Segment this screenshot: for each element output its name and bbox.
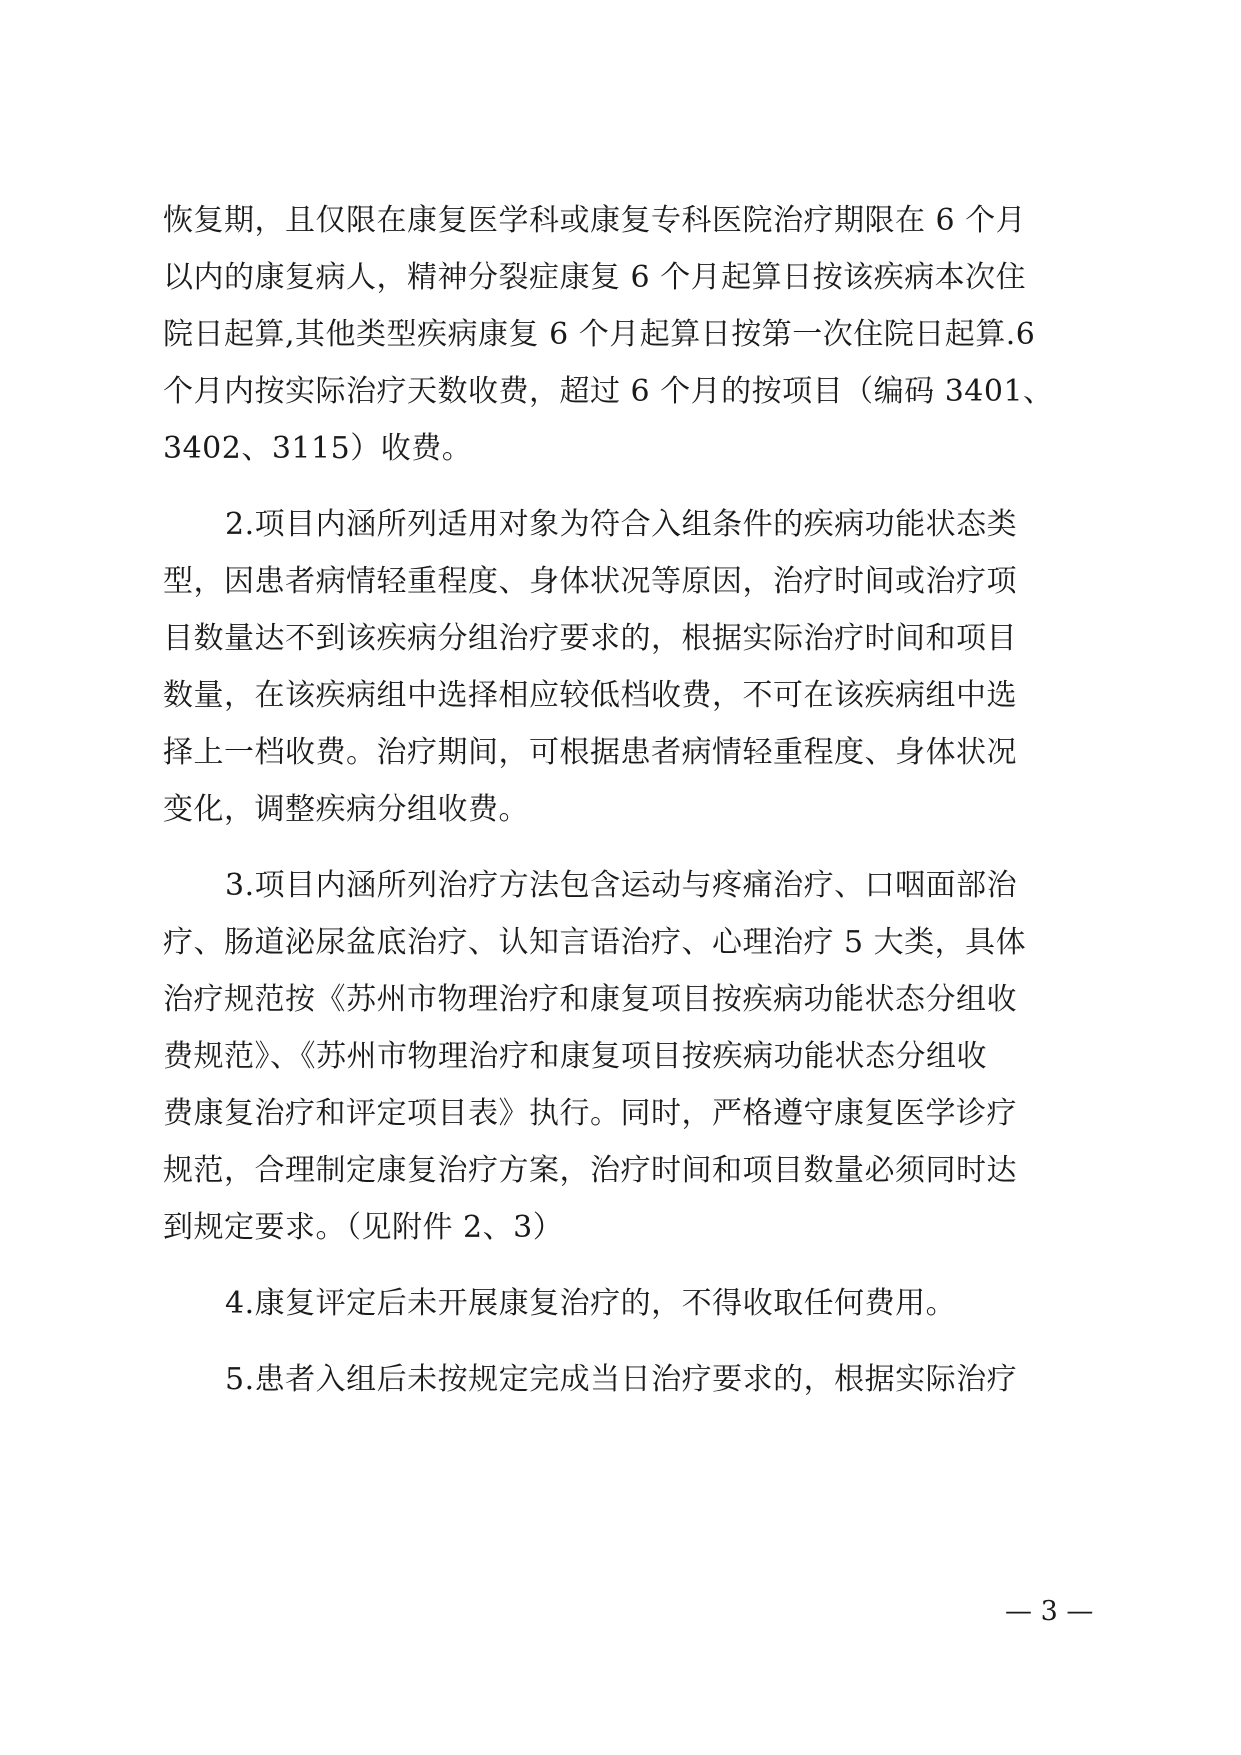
text-line: 3402、3115）收费。 — [163, 431, 473, 466]
paragraph-4: 4.康复评定后未开展康复治疗的，不得收取任何费用。 — [225, 1286, 957, 1321]
text-line: 费康复治疗和评定项目表》执行。同时，严格遵守康复医学诊疗 — [163, 1096, 1017, 1131]
paragraph-5-first-line: 5.患者入组后未按规定完成当日治疗要求的，根据实际治疗 — [225, 1362, 1018, 1397]
text-line: 到规定要求。（见附件 2、3） — [163, 1210, 564, 1245]
text-line: 数量，在该疾病组中选择相应较低档收费，不可在该疾病组中选 — [163, 678, 1017, 713]
text-line: 恢复期，且仅限在康复医学科或康复专科医院治疗期限在 6 个月 — [163, 203, 1027, 238]
text-line: 型，因患者病情轻重程度、身体状况等原因，治疗时间或治疗项 — [163, 564, 1017, 599]
paragraph-3-first-line: 3.项目内涵所列治疗方法包含运动与疼痛治疗、口咽面部治 — [225, 868, 1018, 903]
page-number: — 3 — — [1005, 1596, 1094, 1627]
text-line: 目数量达不到该疾病分组治疗要求的，根据实际治疗时间和项目 — [163, 621, 1017, 656]
text-line: 变化，调整疾病分组收费。 — [163, 792, 529, 827]
text-line: 个月内按实际治疗天数收费，超过 6 个月的按项目（编码 3401、 — [163, 374, 1054, 409]
paragraph-2-first-line: 2.项目内涵所列适用对象为符合入组条件的疾病功能状态类 — [225, 507, 1018, 542]
text-line: 费规范》、《苏州市物理治疗和康复项目按疾病功能状态分组收 — [163, 1039, 987, 1074]
text-line: 治疗规范按《苏州市物理治疗和康复项目按疾病功能状态分组收 — [163, 982, 1017, 1017]
text-line: 以内的康复病人，精神分裂症康复 6 个月起算日按该疾病本次住 — [163, 260, 1027, 295]
text-line: 择上一档收费。治疗期间，可根据患者病情轻重程度、身体状况 — [163, 735, 1017, 770]
text-line: 疗、肠道泌尿盆底治疗、认知言语治疗、心理治疗 5 大类，具体 — [163, 925, 1027, 960]
text-line: 院日起算,其他类型疾病康复 6 个月起算日按第一次住院日起算.6 — [163, 317, 1036, 352]
text-line: 规范，合理制定康复治疗方案，治疗时间和项目数量必须同时达 — [163, 1153, 1017, 1188]
